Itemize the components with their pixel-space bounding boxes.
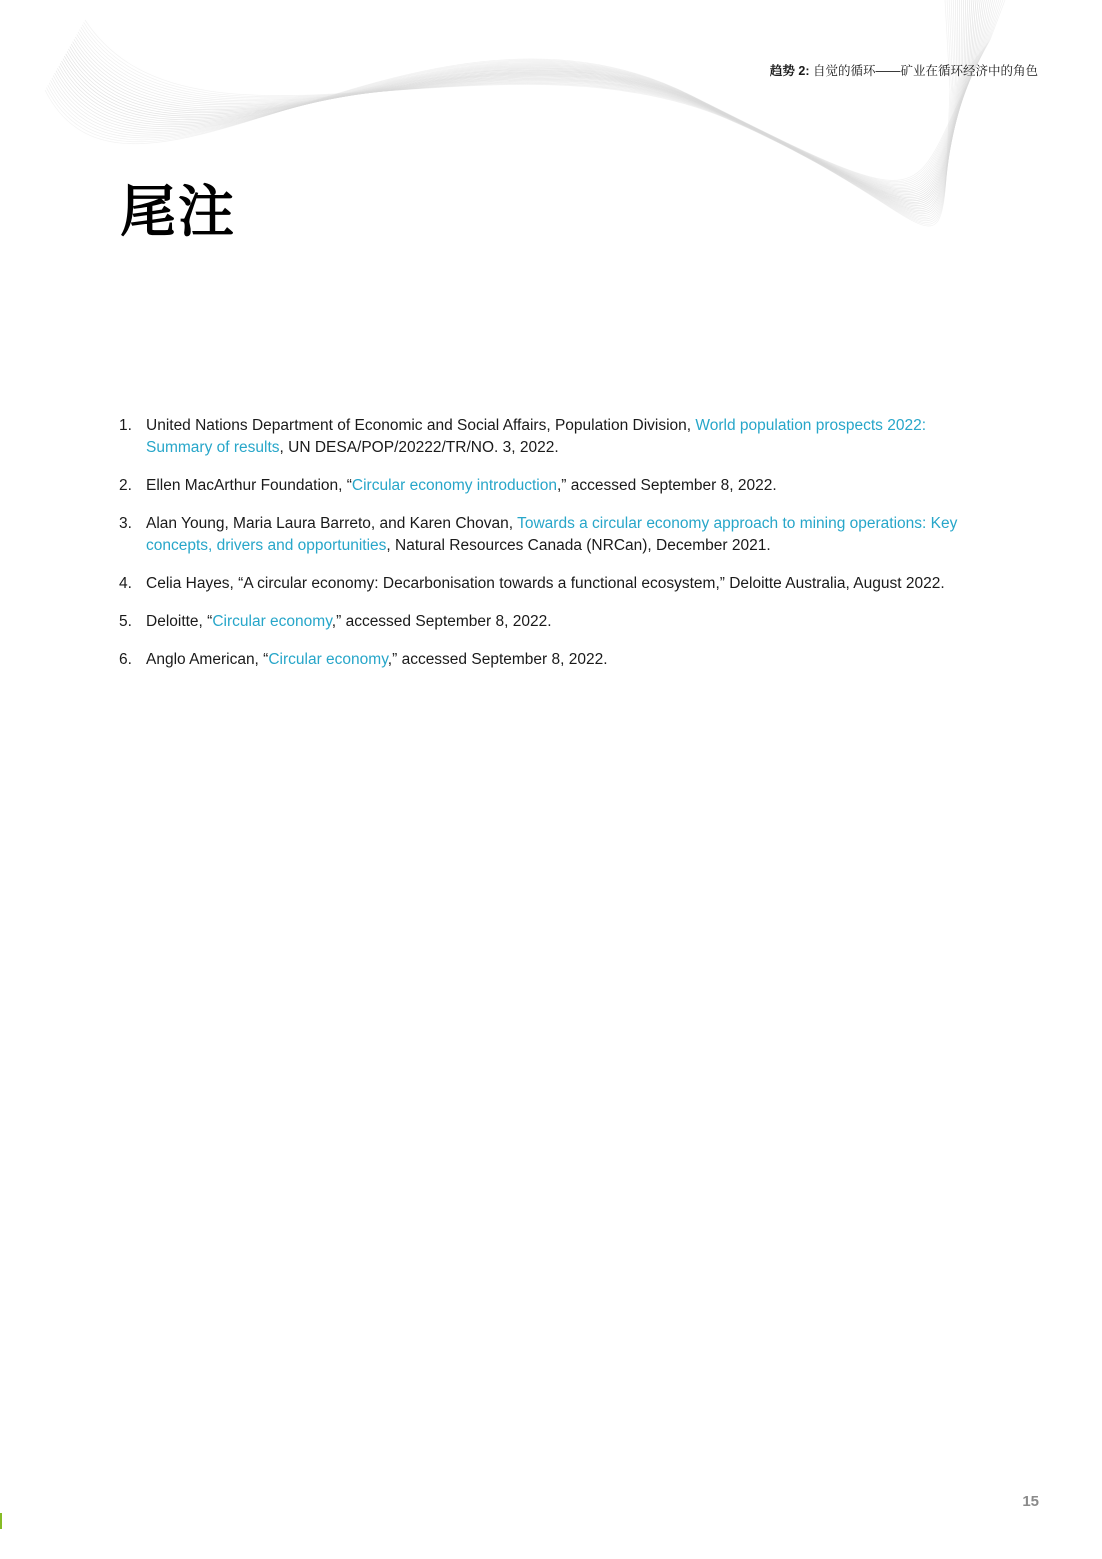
endnote-number: 6.	[119, 651, 132, 668]
wave-line	[45, 0, 1005, 180]
wave-line	[56, 0, 988, 192]
wave-line	[46, 0, 1003, 182]
header-trend-label: 趋势 2:	[769, 64, 810, 78]
endnote-text: ,” accessed September 8, 2022.	[387, 651, 608, 668]
endnote-text: Deloitte, “	[146, 613, 213, 630]
endnote-text: Alan Young, Maria Laura Barreto, and Karen Chovan,	[146, 515, 518, 532]
endnote-5	[119, 611, 979, 633]
endnote-link[interactable]: World population prospects 2022: Summary of results	[146, 417, 927, 456]
page-title: 尾注	[120, 180, 236, 245]
endnote-text: , Natural Resources Canada (NRCan), December 2021.	[386, 537, 771, 554]
endnote-4	[119, 573, 979, 595]
endnote-text: Ellen MacArthur Foundation, “	[146, 477, 352, 494]
endnote-3	[119, 513, 979, 557]
running-header	[770, 61, 1038, 79]
wave-line	[53, 0, 992, 189]
accent-edge-mark	[0, 1513, 2, 1529]
endnote-number: 5.	[119, 613, 132, 630]
endnote-link[interactable]: Circular economy introduction	[351, 477, 557, 494]
header-title: 自觉的循环——矿业在循环经济中的角色	[809, 64, 1038, 78]
endnote-text: ,” accessed September 8, 2022.	[331, 613, 552, 630]
wave-line	[57, 0, 986, 193]
endnote-number: 2.	[119, 477, 132, 494]
wave-line	[48, 0, 1001, 183]
endnotes-list	[119, 415, 979, 687]
wave-line	[51, 0, 997, 186]
endnote-text: ,” accessed September 8, 2022.	[556, 477, 777, 494]
endnote-6	[119, 649, 979, 671]
endnote-link[interactable]: Circular economy	[212, 613, 332, 630]
endnote-number: 4.	[119, 575, 132, 592]
wave-line	[52, 0, 995, 187]
endnote-text: United Nations Department of Economic and Social Affairs, Population Division,	[146, 417, 696, 434]
endnote-text: Anglo American, “	[146, 651, 269, 668]
endnote-2	[119, 475, 979, 497]
endnote-link[interactable]: Towards a circular economy approach to mining operations: Key concepts, drivers and opportunities	[146, 515, 958, 554]
endnote-number: 1.	[119, 417, 132, 434]
endnote-1	[119, 415, 979, 459]
endnote-link[interactable]: Circular economy	[268, 651, 388, 668]
page-number: 15	[1022, 1493, 1039, 1510]
endnote-number: 3.	[119, 515, 132, 532]
endnote-text: , UN DESA/POP/20222/TR/NO. 3, 2022.	[279, 439, 559, 456]
endnote-text: Celia Hayes, “A circular economy: Decarbonisation towards a functional ecosystem,” Deloitte Australia, August 2022.	[146, 575, 945, 592]
